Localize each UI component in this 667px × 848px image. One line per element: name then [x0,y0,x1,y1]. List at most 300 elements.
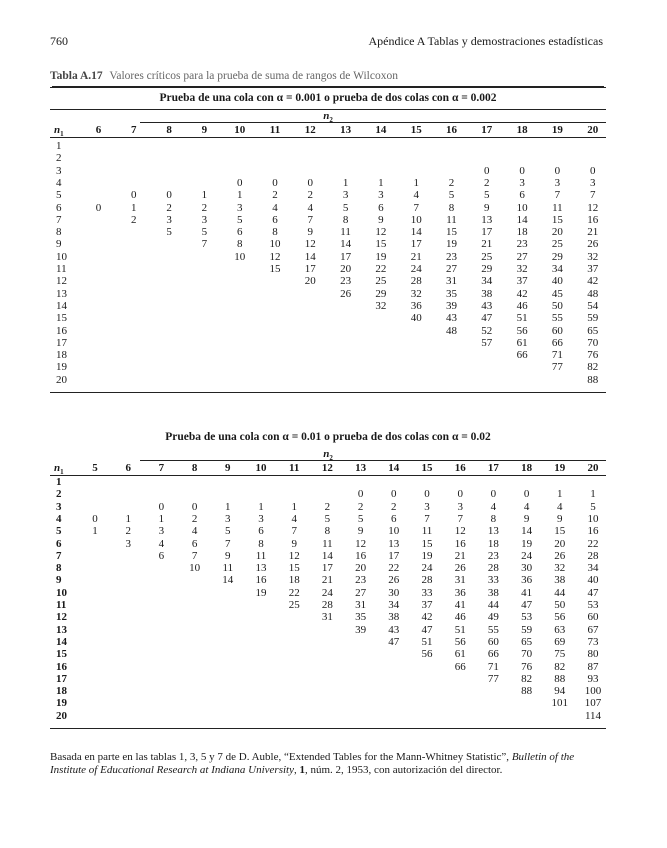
table-cell: 9 [523,512,530,525]
column-header-n2-11: 11 [269,124,281,136]
table-cell: 3 [519,176,525,189]
table-cell: 88 [554,672,566,685]
table-cell: 70 [587,336,599,349]
table-cell: 59 [587,312,599,325]
table-cell: 15 [288,562,300,575]
table-cell: 82 [521,672,533,685]
table-cell: 11 [222,562,234,575]
table-cell: 38 [388,611,400,624]
table-cell: 1 [158,512,165,525]
table-cell: 56 [554,611,566,624]
table-cell: 55 [487,623,499,636]
table-cell: 1 [225,500,231,513]
table-cell: 23 [340,275,352,288]
table-cell: 12 [269,250,281,263]
table-cell: 8 [490,512,497,525]
column-header-n2-11: 11 [288,462,300,474]
table-cell: 55 [551,312,563,325]
table-cell: 0 [554,164,561,177]
table-cell: 61 [454,648,466,661]
column-header-n2-10: 10 [255,462,267,474]
table-cell: 56 [421,648,433,661]
row-label-n1-15: 15 [56,648,67,661]
row-label-n1-12: 12 [56,611,67,624]
table-cell: 1 [557,488,563,501]
table-cell: 47 [587,586,599,599]
row-label-n1-4: 4 [56,176,62,189]
table-cell: 3 [457,500,463,513]
n2-header: $n_2$ [50,110,606,123]
table-cell: 33 [421,586,433,599]
column-header-n2-10: 10 [234,124,246,136]
table-cell: 5 [484,189,490,202]
table-cell: 14 [222,574,234,587]
row-label-n1-14: 14 [56,299,67,312]
table-cell: 5 [225,525,231,538]
table-cell: 0 [490,488,497,501]
table-cell: 87 [587,660,599,673]
table-cell: 22 [288,586,300,599]
column-header-n2-13: 13 [340,124,352,136]
table-cell: 48 [446,324,457,337]
table-cell: 1 [201,189,208,202]
table-cell: 26 [454,562,466,575]
table-cell: 13 [481,213,493,226]
row-label-n1-5: 5 [56,189,62,202]
column-header-n2-7: 7 [131,124,137,136]
table-cell: 23 [446,250,457,263]
table-cell: 0 [272,176,278,189]
table-cell: 6 [378,201,384,214]
table-cell: 3 [201,213,208,226]
table-cell: 5 [590,500,596,513]
table-cell: 19 [375,250,387,263]
table-cell: 59 [521,623,533,636]
table-cell: 0 [236,176,243,189]
column-header-row [50,461,606,476]
table-cell: 32 [554,562,566,575]
table-cell: 52 [481,324,493,337]
table-cell: 0 [589,164,596,177]
table-cell: 14 [521,525,533,538]
table-cell: 3 [378,189,384,202]
table-cell: 46 [516,299,528,312]
journal-title: Bulletin of the Institute of Educational Research at Indiana University [50,751,575,776]
table-cell: 29 [551,250,563,263]
table-cell: 61 [516,336,528,349]
page-number: 760 [50,34,68,48]
table-cell: 66 [516,349,528,362]
table-cell: 9 [225,549,231,562]
table-cell: 12 [587,201,599,214]
table-cell: 43 [388,623,400,636]
column-header-n2-8: 8 [166,124,172,136]
table-cell: 31 [321,611,333,624]
table-cell: 2 [201,201,208,214]
column-header-n2-13: 13 [355,462,367,474]
table-cell: 1 [342,176,349,189]
table-cell: 4 [158,537,165,550]
table-cell: 71 [487,660,499,673]
column-header-n2-20: 20 [587,124,599,136]
table-cell: 10 [587,512,599,525]
table-cell: 44 [554,586,566,599]
table-cell: 21 [410,250,422,263]
table-cell: 0 [519,164,525,177]
row-label-n1-16: 16 [56,660,67,673]
table-cell: 20 [304,275,316,288]
row-label-n1-15: 15 [56,312,67,325]
table-cell: 40 [410,312,422,325]
table-cell: 88 [521,685,533,698]
table-cell: 12 [288,549,300,562]
table-cell: 7 [191,549,198,562]
table-cell: 7 [589,189,596,202]
row-label-n1-13: 13 [56,623,67,636]
column-header-n2-17: 17 [481,124,493,136]
table-cell: 1 [378,176,384,189]
table-cell: 13 [388,537,400,550]
table-cell: 88 [587,373,599,386]
table-cell: 14 [321,549,333,562]
table-cell: 8 [272,226,278,239]
table-cell: 67 [587,623,599,636]
table-cell: 53 [587,599,599,611]
row-label-n1-13: 13 [56,287,67,300]
row-label-n1-3: 3 [56,500,62,513]
table-cell: 69 [554,635,566,648]
table-cell: 36 [410,299,422,312]
table-cell: 4 [191,525,198,538]
table-cell: 12 [304,238,316,251]
table-cell: 9 [307,226,314,239]
table-cell: 16 [587,213,599,226]
table-cell: 60 [487,635,499,648]
table-cell: 2 [125,525,131,538]
table-cell: 16 [355,549,367,562]
table-cell: 7 [413,201,419,214]
row-label-n1-9: 9 [56,574,62,587]
table-cell: 3 [589,176,596,189]
row-label-n1-6: 6 [56,537,62,550]
table-cell: 19 [255,586,267,599]
table-cell: 8 [236,238,243,251]
table-cell: 32 [410,287,422,300]
table-cell: 1 [291,500,297,513]
column-header-n2-15: 15 [410,124,422,136]
table-cell: 10 [269,238,281,251]
table-cell: 28 [421,574,433,587]
table-cell: 6 [519,189,525,202]
table-cell: 42 [587,275,599,288]
table-cell: 41 [454,599,466,611]
table-cell: 17 [410,238,422,251]
table-cell: 9 [291,537,297,550]
table-cell: 22 [587,537,599,550]
table-cell: 37 [587,263,599,275]
table-cell: 18 [487,537,499,550]
table-cell: 6 [236,226,243,239]
table-cell: 27 [355,586,367,599]
table-cell: 10 [189,562,201,575]
table-cell: 70 [521,648,533,661]
table-cell: 101 [551,697,569,710]
table-cell: 2 [272,189,278,202]
table-cell: 20 [340,263,352,275]
table-cell: 20 [554,537,566,550]
table-cell: 24 [421,562,433,575]
table-cell: 11 [552,201,563,214]
row-label-n1-18: 18 [56,685,67,698]
table-cell: 14 [304,250,316,263]
table-cell: 8 [324,525,331,538]
row-label-n1-8: 8 [56,226,62,239]
table-cell: 10 [388,525,400,538]
table-cell: 3 [236,201,243,214]
row-label-n1-11: 11 [56,263,67,275]
table-cell: 1 [125,512,131,525]
table-caption-text: Valores críticos para la prueba de suma de rangos de Wilcoxon [109,70,398,82]
table-cell: 11 [446,213,457,226]
table-cell: 47 [521,599,533,611]
table-cell: 14 [340,238,352,251]
table-cell: 7 [424,512,430,525]
table-cell: 107 [584,697,602,710]
table-cell: 16 [255,574,267,587]
row-label-n1-12: 12 [56,275,67,288]
table-cell: 23 [487,549,499,562]
table-cell: 2 [484,176,490,189]
table-cell: 47 [388,635,400,648]
table-cell: 14 [516,213,528,226]
row-label-n1-10: 10 [56,250,67,263]
row-label-n1-5: 5 [56,525,62,538]
table-cell: 46 [454,611,466,624]
table-cell: 50 [551,299,563,312]
table-cell: 41 [521,586,533,599]
table-cell: 32 [375,299,387,312]
table-cell: 3 [342,189,349,202]
row-label-n1-19: 19 [56,697,67,710]
table-cell: 6 [391,512,397,525]
table-cell: 38 [554,574,566,587]
n2-label: n [323,110,330,122]
table-body [50,476,606,728]
table-cell: 36 [521,574,533,587]
n1-header: $n_1$ [54,462,64,477]
table-cell: 11 [340,226,351,239]
table-cell: 75 [554,648,566,661]
column-header-n2-14: 14 [375,124,387,136]
table-cell: 24 [521,549,533,562]
table-cell: 47 [421,623,433,636]
table-cell: 3 [125,537,131,550]
table-cell: 47 [481,312,493,325]
table-cell: 30 [388,586,400,599]
table-cell: 5 [166,226,172,239]
table-cell: 15 [269,263,281,275]
table-body [50,138,606,392]
table-cell: 43 [481,299,493,312]
table-cell: 29 [375,287,387,300]
table-cell: 34 [551,263,563,275]
table-cell: 12 [355,537,367,550]
column-header-n2-6: 6 [95,124,102,136]
table-cell: 20 [355,562,367,575]
table-cell: 93 [587,672,599,685]
table-cell: 15 [375,238,387,251]
table-cell: 5 [236,213,243,226]
table-cell: 17 [481,226,493,239]
table-cell: 31 [355,599,367,611]
table-cell: 27 [446,263,457,275]
row-label-n1-1: 1 [56,140,62,152]
row-label-n1-19: 19 [56,361,67,374]
table-cell: 42 [421,611,433,624]
running-header [50,34,605,48]
table-cell: 48 [587,287,599,300]
table-cell: 37 [421,599,433,611]
column-header-n2-16: 16 [446,124,457,136]
table-cell: 66 [454,660,466,673]
table-cell: 22 [375,263,387,275]
column-header-n2-5: 5 [92,462,98,474]
table-cell: 12 [375,226,387,239]
table-cell: 2 [324,500,331,513]
table-cell: 18 [516,226,528,239]
table-caption [50,70,398,82]
table-cell: 6 [191,537,198,550]
table-cell: 77 [551,361,563,374]
table-cell: 31 [446,275,457,288]
table-cell: 25 [481,250,493,263]
table-cell: 7 [307,213,314,226]
table-cell: 60 [551,324,563,337]
table-cell: 40 [551,275,563,288]
table-cell: 11 [322,537,333,550]
table-cell: 13 [487,525,499,538]
table-cell: 39 [446,299,457,312]
table-cell: 2 [191,512,198,525]
row-label-n1-14: 14 [56,635,67,648]
table-cell: 66 [551,336,563,349]
table-cell: 32 [587,250,599,263]
table-cell: 5 [342,201,349,214]
table-cell: 73 [587,635,599,648]
n2-label: n [323,448,330,460]
table-cell: 31 [454,574,466,587]
table-cell: 30 [521,562,533,575]
table-cell: 15 [446,226,457,239]
table-cell: 82 [587,361,599,374]
row-label-n1-20: 20 [56,373,67,386]
table-cell: 26 [388,574,400,587]
table-cell: 17 [304,263,316,275]
column-header-n2-15: 15 [421,462,433,474]
table-cell: 4 [523,500,530,513]
table-cell: 53 [521,611,533,624]
table-cell: 56 [516,324,528,337]
table-cell: 0 [391,488,397,501]
table-cell: 35 [446,287,457,300]
table-cell: 1 [590,488,596,501]
table-cell: 3 [424,500,430,513]
column-header-n2-20: 20 [587,462,599,474]
table-cell: 23 [355,574,367,587]
table-cell: 45 [551,287,563,300]
column-header-n2-16: 16 [454,462,466,474]
volume-number: 1 [299,764,305,776]
table-cell: 0 [131,189,137,202]
column-header-n2-19: 19 [551,124,563,136]
column-header-n2-7: 7 [158,462,165,474]
table-cell: 3 [158,525,165,538]
table-cell: 32 [516,263,528,275]
table-cell: 51 [516,312,528,325]
table-cell: 21 [587,226,599,239]
table-cell: 42 [516,287,528,300]
table-cell: 5 [357,512,364,525]
table-cell: 65 [587,324,599,337]
table-cell: 29 [481,263,493,275]
table-cell: 0 [307,176,314,189]
column-header-n2-17: 17 [487,462,499,474]
column-header-n2-18: 18 [521,462,533,474]
row-label-n1-2: 2 [56,488,62,501]
table-cell: 20 [551,226,563,239]
row-label-n1-20: 20 [56,709,67,722]
table-cell: 1 [258,500,264,513]
table-cell: 4 [490,500,497,513]
table-cell: 13 [255,562,267,575]
table-cell: 114 [584,709,602,722]
table-cell: 0 [92,512,98,525]
table-cell: 0 [191,500,198,513]
table-cell: 40 [587,574,599,587]
table-cell: 23 [516,238,528,251]
table-cell: 28 [487,562,499,575]
table-label: Tabla A.17 [50,70,103,82]
table-cell: 8 [448,201,455,214]
column-header-n2-12: 12 [304,124,316,136]
row-label-n1-17: 17 [56,336,67,349]
table-cell: 5 [324,512,331,525]
table-cell: 0 [424,488,430,501]
table-cell: 80 [587,648,599,661]
table-cell: 0 [484,164,490,177]
row-label-n1-10: 10 [56,586,67,599]
table-cell: 0 [158,500,165,513]
table-cell: 39 [355,623,367,636]
table-cell: 16 [587,525,599,538]
table-cell: 50 [554,599,566,611]
table-section-title: Prueba de una cola con α = 0.01 o prueba de dos colas con α = 0.02 [165,431,491,443]
table-cell: 28 [587,549,599,562]
table-cell: 1 [413,176,419,189]
table-cell: 26 [340,287,352,300]
table-cell: 4 [291,512,297,525]
table-cell: 0 [357,488,364,501]
table-cell: 4 [307,201,314,214]
table-cell: 76 [587,349,599,362]
table-cell: 27 [516,250,528,263]
column-header-n2-9: 9 [225,462,231,474]
table-cell: 17 [340,250,352,263]
table-cell: 3 [554,176,561,189]
table-cell: 6 [158,549,165,562]
table-cell: 38 [487,586,499,599]
table-cell: 9 [484,201,490,214]
